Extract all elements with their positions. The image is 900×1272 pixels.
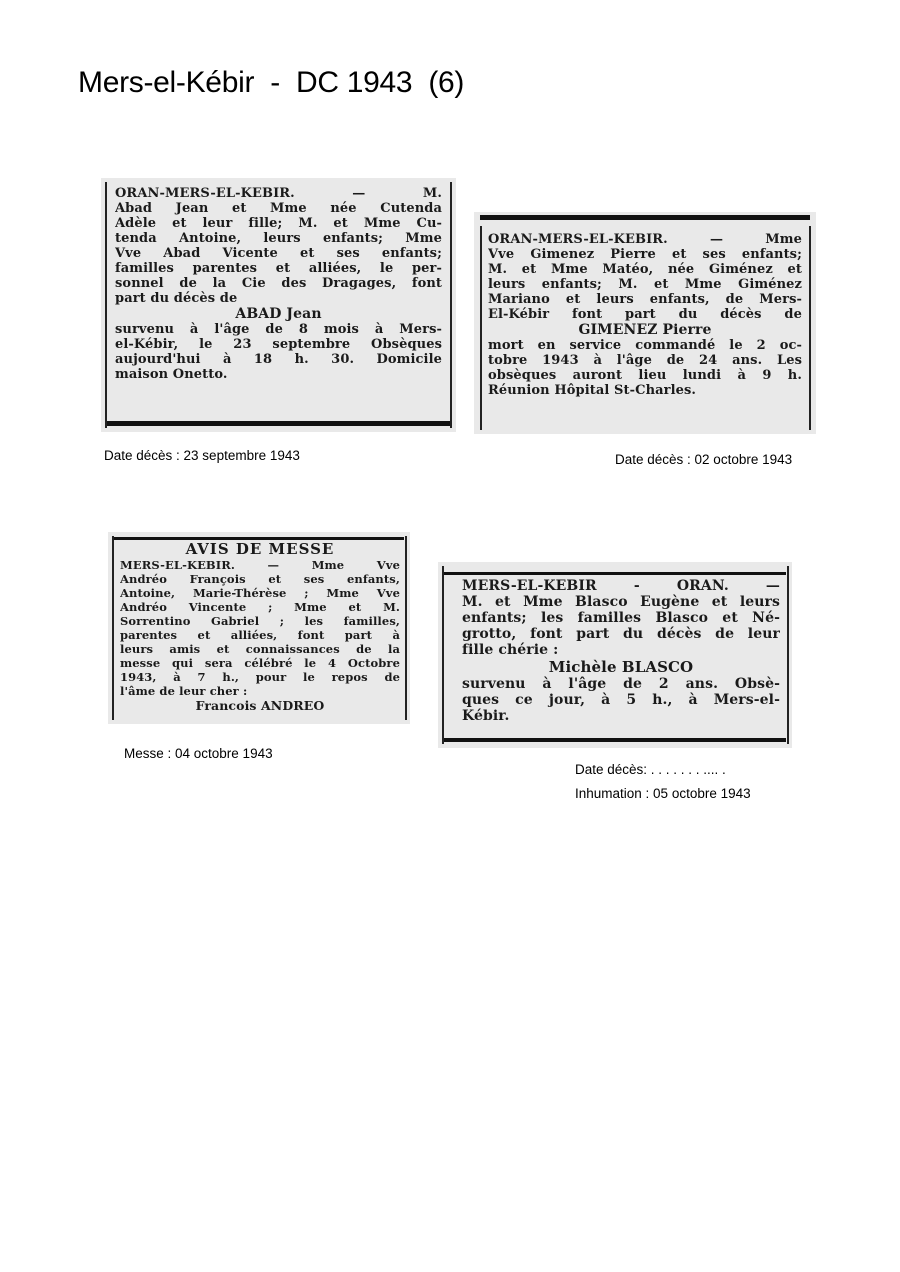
clipping-text: [120, 540, 400, 713]
caption-gimenez: Date décès : 02 octobre 1943: [615, 452, 793, 467]
deceased-name: Michèle BLASCO: [548, 658, 694, 676]
page-title: Mers-el-Kébir - DC 1943 (6): [78, 66, 465, 99]
text-line: part du décès de: [115, 291, 238, 306]
clipping-text: [462, 578, 780, 724]
deceased-name: Francois ANDREO: [195, 698, 325, 713]
text-line: M. et Mme Blasco Eugène et leurs: [462, 594, 780, 610]
text-line: l'âme de leur cher :: [120, 684, 248, 698]
clipping-text: [488, 232, 802, 398]
caption-blasco-inhumation: Inhumation : 05 octobre 1943: [575, 786, 751, 801]
text-line: MERS-EL-KEBIR. — Mme Vve: [120, 558, 400, 572]
text-line: sonnel de la Cie des Dragages, font: [115, 276, 442, 291]
text-line: survenu à l'âge de 2 ans. Obsè-: [462, 676, 780, 692]
text-line: familles parentes et alliées, le per-: [115, 261, 442, 276]
text-line: Kébir.: [462, 708, 510, 724]
text-line: Sorrentino Gabriel ; les familles,: [120, 614, 400, 628]
text-line: mort en service commandé le 2 oc-: [488, 338, 802, 353]
clipping-abad: [101, 178, 456, 432]
text-line: el-Kébir, le 23 septembre Obsèques: [115, 337, 442, 352]
notice-heading: AVIS DE MESSE: [185, 540, 335, 558]
text-line: Vve Abad Vicente et ses enfants;: [115, 246, 442, 261]
text-line: MERS-EL-KEBIR - ORAN. —: [462, 578, 780, 594]
text-line: maison Onetto.: [115, 367, 228, 382]
text-line: obsèques auront lieu lundi à 9 h.: [488, 368, 802, 383]
text-line: ques ce jour, à 5 h., à Mers-el-: [462, 692, 780, 708]
text-line: Mariano et leurs enfants, de Mers-: [488, 292, 802, 307]
deceased-name: GIMENEZ Pierre: [578, 322, 712, 338]
text-line: Andréo François et ses enfants,: [120, 572, 400, 586]
text-line: grotto, font part du décès de leur: [462, 626, 780, 642]
text-line: Adèle et leur fille; M. et Mme Cu-: [115, 216, 442, 231]
text-line: El-Kébir font part du décès de: [488, 307, 802, 322]
text-line: fille chérie :: [462, 642, 559, 658]
text-line: Antoine, Marie-Thérèse ; Mme Vve: [120, 586, 400, 600]
text-line: parentes et alliées, font part à: [120, 628, 400, 642]
caption-andreo: Messe : 04 octobre 1943: [124, 746, 273, 761]
text-line: leurs amis et connaissances de la: [120, 642, 400, 656]
text-line: leurs enfants; M. et Mme Giménez: [488, 277, 802, 292]
text-line: aujourd'hui à 18 h. 30. Domicile: [115, 352, 442, 367]
text-line: Abad Jean et Mme née Cutenda: [115, 201, 442, 216]
text-line: ORAN-MERS-EL-KEBIR. — M.: [115, 186, 442, 201]
text-line: Vve Gimenez Pierre et ses enfants;: [488, 247, 802, 262]
text-line: 1943, à 7 h., pour le repos de: [120, 670, 400, 684]
text-line: ORAN-MERS-EL-KEBIR. — Mme: [488, 232, 802, 247]
clipping-text: [115, 186, 442, 382]
text-line: tenda Antoine, leurs enfants; Mme: [115, 231, 442, 246]
clipping-blasco: [438, 562, 792, 748]
text-line: tobre 1943 à l'âge de 24 ans. Les: [488, 353, 802, 368]
clipping-gimenez: [474, 212, 816, 434]
text-line: enfants; les familles Blasco et Né-: [462, 610, 780, 626]
caption-abad: Date décès : 23 septembre 1943: [104, 448, 300, 463]
text-line: Réunion Hôpital St-Charles.: [488, 383, 697, 398]
text-line: messe qui sera célébré le 4 Octobre: [120, 656, 400, 670]
caption-blasco-date: Date décès: . . . . . . . .... .: [575, 762, 726, 777]
text-line: survenu à l'âge de 8 mois à Mers-: [115, 322, 442, 337]
clipping-andreo: [108, 532, 410, 724]
deceased-name: ABAD Jean: [235, 306, 322, 322]
text-line: M. et Mme Matéo, née Giménez et: [488, 262, 802, 277]
text-line: Andréo Vincente ; Mme et M.: [120, 600, 400, 614]
